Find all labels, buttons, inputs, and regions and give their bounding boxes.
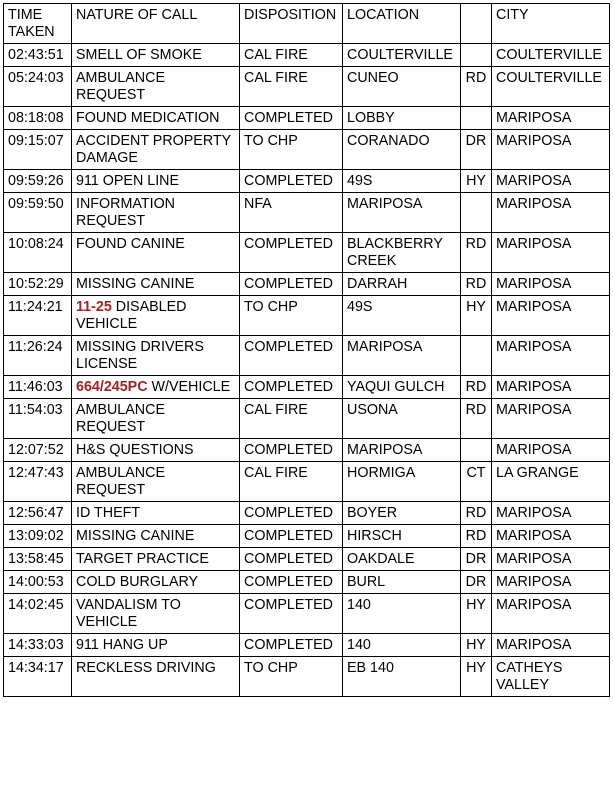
call-nature-text: VANDALISM TO VEHICLE <box>76 597 181 630</box>
cell-street-suffix: DR <box>461 130 492 170</box>
call-nature-text: 911 OPEN LINE <box>76 173 180 189</box>
cell-location: CORANADO <box>343 130 461 170</box>
cell-nature-of-call <box>72 571 240 594</box>
cell-nature-of-call <box>72 399 240 439</box>
cell-nature-of-call <box>72 193 240 233</box>
cell-disposition: COMPLETED <box>240 594 343 634</box>
cell-city: LA GRANGE <box>492 462 610 502</box>
table-row <box>4 193 610 233</box>
cell-city: MARIPOSA <box>492 273 610 296</box>
cell-city: MARIPOSA <box>492 399 610 439</box>
cell-city: MARIPOSA <box>492 130 610 170</box>
table-row <box>4 634 610 657</box>
cell-disposition: COMPLETED <box>240 439 343 462</box>
cell-street-suffix: HY <box>461 594 492 634</box>
cell-city: MARIPOSA <box>492 107 610 130</box>
table-row <box>4 376 610 399</box>
call-nature-text: AMBULANCE REQUEST <box>76 70 165 103</box>
cell-city: MARIPOSA <box>492 634 610 657</box>
cell-location: CUNEO <box>343 67 461 107</box>
cell-street-suffix <box>461 44 492 67</box>
call-nature-text: AMBULANCE REQUEST <box>76 465 165 498</box>
cell-time-taken: 11:46:03 <box>4 376 72 399</box>
cell-nature-of-call <box>72 273 240 296</box>
call-nature-text: 911 HANG UP <box>76 637 168 653</box>
cell-location: DARRAH <box>343 273 461 296</box>
call-nature-text: DISABLED VEHICLE <box>76 299 187 332</box>
cell-time-taken: 02:43:51 <box>4 44 72 67</box>
cell-disposition: COMPLETED <box>240 170 343 193</box>
cell-city: MARIPOSA <box>492 548 610 571</box>
cell-street-suffix: HY <box>461 170 492 193</box>
cell-location: LOBBY <box>343 107 461 130</box>
cell-city: MARIPOSA <box>492 376 610 399</box>
cell-location: HORMIGA <box>343 462 461 502</box>
cell-time-taken: 12:07:52 <box>4 439 72 462</box>
header-location: LOCATION <box>343 4 461 44</box>
cell-disposition: COMPLETED <box>240 107 343 130</box>
cell-city: MARIPOSA <box>492 193 610 233</box>
call-nature-text: FOUND CANINE <box>76 236 185 252</box>
cell-nature-of-call <box>72 296 240 336</box>
call-code: 11-25 <box>76 299 112 315</box>
header-city: CITY <box>492 4 610 44</box>
table-row <box>4 44 610 67</box>
table-row <box>4 336 610 376</box>
cell-location: EB 140 <box>343 657 461 697</box>
cell-location: MARIPOSA <box>343 193 461 233</box>
call-nature-text: TARGET PRACTICE <box>76 551 209 567</box>
call-code: 664/245PC <box>76 379 148 395</box>
cell-city: COULTERVILLE <box>492 44 610 67</box>
cell-disposition: COMPLETED <box>240 233 343 273</box>
cell-location: 49S <box>343 170 461 193</box>
cell-disposition: COMPLETED <box>240 376 343 399</box>
cell-street-suffix <box>461 193 492 233</box>
cell-nature-of-call <box>72 594 240 634</box>
cell-disposition: COMPLETED <box>240 525 343 548</box>
cell-street-suffix: RD <box>461 399 492 439</box>
table-header-row <box>4 4 610 44</box>
call-nature-text: H&S QUESTIONS <box>76 442 194 458</box>
cell-time-taken: 12:47:43 <box>4 462 72 502</box>
cell-street-suffix: HY <box>461 634 492 657</box>
cell-nature-of-call <box>72 170 240 193</box>
table-row <box>4 273 610 296</box>
cell-time-taken: 09:59:26 <box>4 170 72 193</box>
cell-nature-of-call <box>72 525 240 548</box>
call-nature-text: ACCIDENT PROPERTY DAMAGE <box>76 133 231 166</box>
cell-time-taken: 11:24:21 <box>4 296 72 336</box>
cell-disposition: COMPLETED <box>240 634 343 657</box>
call-nature-text: MISSING DRIVERS LICENSE <box>76 339 204 372</box>
cell-time-taken: 14:33:03 <box>4 634 72 657</box>
cell-location: BLACKBERRY CREEK <box>343 233 461 273</box>
cell-street-suffix: RD <box>461 67 492 107</box>
cell-city: MARIPOSA <box>492 594 610 634</box>
cell-time-taken: 09:59:50 <box>4 193 72 233</box>
cell-location: 140 <box>343 594 461 634</box>
cell-time-taken: 10:52:29 <box>4 273 72 296</box>
call-nature-text: MISSING CANINE <box>76 528 195 544</box>
cell-disposition: TO CHP <box>240 296 343 336</box>
table-row <box>4 525 610 548</box>
cell-street-suffix: CT <box>461 462 492 502</box>
cell-disposition: CAL FIRE <box>240 462 343 502</box>
cell-street-suffix <box>461 439 492 462</box>
cell-nature-of-call <box>72 376 240 399</box>
table-row <box>4 439 610 462</box>
cell-disposition: COMPLETED <box>240 502 343 525</box>
cell-city: MARIPOSA <box>492 439 610 462</box>
table-row <box>4 502 610 525</box>
cell-nature-of-call <box>72 336 240 376</box>
cell-disposition: COMPLETED <box>240 336 343 376</box>
table-row <box>4 67 610 107</box>
cell-disposition: TO CHP <box>240 657 343 697</box>
cell-location: BOYER <box>343 502 461 525</box>
cell-street-suffix: HY <box>461 657 492 697</box>
call-nature-text: ID THEFT <box>76 505 141 521</box>
cell-nature-of-call <box>72 107 240 130</box>
call-nature-text: AMBULANCE REQUEST <box>76 402 165 435</box>
cell-nature-of-call <box>72 657 240 697</box>
cell-nature-of-call <box>72 130 240 170</box>
cell-time-taken: 13:09:02 <box>4 525 72 548</box>
cell-nature-of-call <box>72 634 240 657</box>
cell-street-suffix: HY <box>461 296 492 336</box>
cell-location: MARIPOSA <box>343 439 461 462</box>
cell-location: MARIPOSA <box>343 336 461 376</box>
cell-street-suffix <box>461 107 492 130</box>
cell-location: YAQUI GULCH <box>343 376 461 399</box>
cell-time-taken: 09:15:07 <box>4 130 72 170</box>
table-row <box>4 170 610 193</box>
table-row <box>4 130 610 170</box>
cell-street-suffix: RD <box>461 233 492 273</box>
cell-disposition: TO CHP <box>240 130 343 170</box>
cell-nature-of-call <box>72 44 240 67</box>
cell-street-suffix: DR <box>461 571 492 594</box>
cell-location: 49S <box>343 296 461 336</box>
table-row <box>4 657 610 697</box>
call-nature-text: SMELL OF SMOKE <box>76 47 202 63</box>
table-row <box>4 296 610 336</box>
table-row <box>4 548 610 571</box>
call-nature-text: W/VEHICLE <box>147 379 231 395</box>
header-street-suffix <box>461 4 492 44</box>
cell-time-taken: 14:00:53 <box>4 571 72 594</box>
cell-city: MARIPOSA <box>492 233 610 273</box>
cell-time-taken: 11:26:24 <box>4 336 72 376</box>
cell-disposition: COMPLETED <box>240 571 343 594</box>
cell-city: CATHEYS VALLEY <box>492 657 610 697</box>
cell-city: MARIPOSA <box>492 571 610 594</box>
cell-city: MARIPOSA <box>492 525 610 548</box>
call-nature-text: MISSING CANINE <box>76 276 195 292</box>
cell-street-suffix: RD <box>461 502 492 525</box>
call-nature-text: INFORMATION REQUEST <box>76 196 176 229</box>
table-row <box>4 233 610 273</box>
cell-street-suffix: RD <box>461 273 492 296</box>
cell-time-taken: 14:34:17 <box>4 657 72 697</box>
cell-location: BURL <box>343 571 461 594</box>
cell-city: MARIPOSA <box>492 296 610 336</box>
cell-street-suffix: DR <box>461 548 492 571</box>
call-nature-text: COLD BURGLARY <box>76 574 199 590</box>
cell-location: OAKDALE <box>343 548 461 571</box>
call-log-body <box>4 44 610 697</box>
cell-time-taken: 08:18:08 <box>4 107 72 130</box>
cell-nature-of-call <box>72 548 240 571</box>
cell-location: HIRSCH <box>343 525 461 548</box>
cell-time-taken: 05:24:03 <box>4 67 72 107</box>
cell-nature-of-call <box>72 233 240 273</box>
cell-street-suffix <box>461 336 492 376</box>
cell-time-taken: 10:08:24 <box>4 233 72 273</box>
cell-disposition: COMPLETED <box>240 273 343 296</box>
table-row <box>4 571 610 594</box>
cell-street-suffix: RD <box>461 376 492 399</box>
cell-time-taken: 14:02:45 <box>4 594 72 634</box>
cell-city: MARIPOSA <box>492 336 610 376</box>
cell-time-taken: 11:54:03 <box>4 399 72 439</box>
cell-time-taken: 13:58:45 <box>4 548 72 571</box>
cell-location: COULTERVILLE <box>343 44 461 67</box>
cell-disposition: CAL FIRE <box>240 44 343 67</box>
cell-city: MARIPOSA <box>492 170 610 193</box>
cell-city: COULTERVILLE <box>492 67 610 107</box>
cell-disposition: CAL FIRE <box>240 399 343 439</box>
call-log-table <box>3 3 610 697</box>
cell-nature-of-call <box>72 462 240 502</box>
table-row <box>4 462 610 502</box>
table-row <box>4 107 610 130</box>
cell-nature-of-call <box>72 439 240 462</box>
call-nature-text: FOUND MEDICATION <box>76 110 220 126</box>
header-time-taken: TIME TAKEN <box>4 4 72 44</box>
table-row <box>4 594 610 634</box>
call-nature-text: RECKLESS DRIVING <box>76 660 216 676</box>
table-row <box>4 399 610 439</box>
cell-disposition: NFA <box>240 193 343 233</box>
cell-location: USONA <box>343 399 461 439</box>
cell-street-suffix: RD <box>461 525 492 548</box>
header-nature-of-call: NATURE OF CALL <box>72 4 240 44</box>
cell-disposition: COMPLETED <box>240 548 343 571</box>
cell-nature-of-call <box>72 67 240 107</box>
cell-time-taken: 12:56:47 <box>4 502 72 525</box>
cell-city: MARIPOSA <box>492 502 610 525</box>
cell-nature-of-call <box>72 502 240 525</box>
cell-disposition: CAL FIRE <box>240 67 343 107</box>
cell-location: 140 <box>343 634 461 657</box>
header-disposition: DISPOSITION <box>240 4 343 44</box>
